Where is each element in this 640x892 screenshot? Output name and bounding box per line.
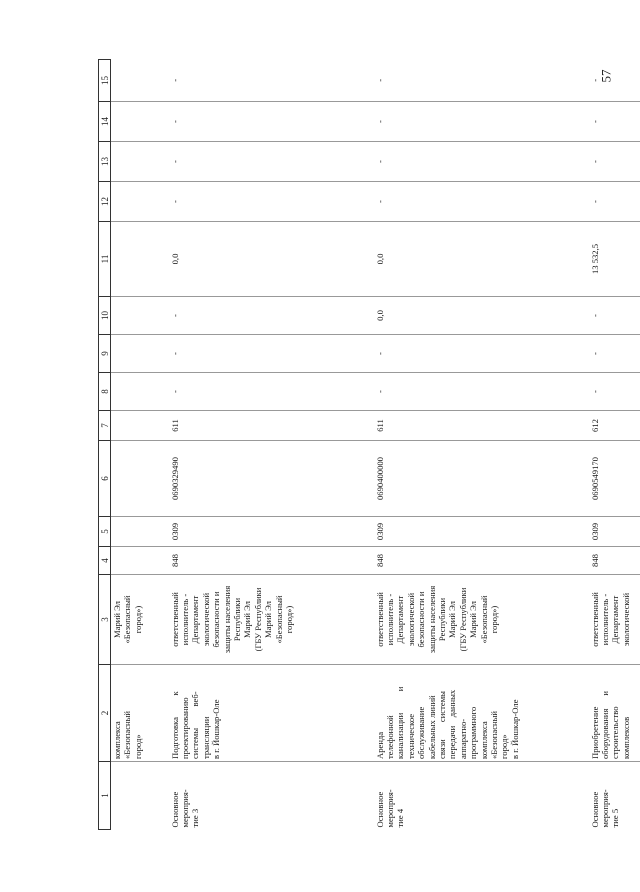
cell-value: 848 [169, 554, 180, 567]
cell-line: город») [132, 605, 143, 634]
value-cell [589, 297, 640, 335]
cell-line: комплекса [112, 721, 122, 759]
cell-line: обслуживание [416, 706, 427, 759]
value-cell [169, 102, 374, 142]
cell-value: - [589, 390, 600, 393]
executor-cell [374, 575, 589, 665]
cell-line: аппаратно- [457, 718, 468, 759]
cell-line: «Безопасный [122, 595, 133, 644]
executor-cell [111, 575, 169, 665]
cell-line: мероприя- [179, 789, 190, 828]
cell-value: 0,0 [374, 310, 385, 321]
value-cell [374, 335, 589, 373]
cell-value: 611 [169, 419, 180, 432]
column-number: 3 [99, 575, 111, 665]
measure-description-cell [111, 665, 169, 762]
value-cell [111, 142, 169, 182]
cell-line: «Безопасный [478, 595, 489, 644]
rotated-page [98, 60, 631, 830]
cell-line: Основное [169, 791, 180, 828]
cell-line: «Безопасный [488, 711, 499, 759]
column-number: 9 [99, 335, 111, 373]
cell-line: комплекса [478, 721, 489, 759]
value-cell [111, 182, 169, 222]
cell-line: Марий Эл [112, 601, 122, 638]
value-cell [589, 142, 640, 182]
cell-line: Приобретение [589, 706, 600, 759]
value-cell [111, 297, 169, 335]
column-number: 10 [99, 297, 111, 335]
value-cell [169, 373, 374, 411]
cell-line: программного [468, 706, 479, 759]
cell-value: 848 [589, 554, 600, 567]
cell-value: - [169, 78, 180, 82]
value-cell [111, 222, 169, 297]
measure-label-cell [374, 762, 589, 830]
cell-value: - [374, 390, 385, 393]
cell-line: связи системы [436, 691, 447, 759]
column-number: 2 [99, 665, 111, 762]
executor-cell [169, 575, 374, 665]
value-cell [111, 335, 169, 373]
cell-line: (ГБУ Республики [457, 587, 468, 652]
cell-line: (ГБУ Республики [252, 587, 263, 652]
cell-line: Департамент [610, 595, 621, 644]
value-cell [169, 335, 374, 373]
cell-value: - [374, 78, 385, 82]
value-cell [589, 102, 640, 142]
cell-value: - [374, 352, 385, 355]
cell-line: системы веб- [190, 691, 201, 759]
table-row [589, 60, 640, 830]
value-cell [111, 517, 169, 547]
value-cell [111, 60, 169, 102]
value-cell [589, 517, 640, 547]
value-cell [111, 441, 169, 517]
value-cell [374, 297, 589, 335]
cell-line: Марий Эл [447, 601, 458, 638]
cell-value: - [589, 78, 600, 82]
cell-line: «Безопасный [273, 595, 284, 644]
cell-line: Республики [436, 597, 447, 642]
cell-line: в г. Йошкар-Оле [509, 699, 520, 759]
cell-line: исполнитель - [599, 593, 610, 646]
cell-value: - [169, 120, 180, 123]
cell-line: Аренда [374, 731, 385, 759]
cell-line: город») [283, 605, 294, 634]
value-cell [111, 411, 169, 441]
value-cell [111, 547, 169, 575]
cell-line: Департамент [395, 595, 406, 644]
value-cell [169, 297, 374, 335]
value-cell [111, 102, 169, 142]
cell-line: техническое [405, 713, 416, 759]
table-row [374, 60, 589, 830]
cell-value: 0309 [589, 522, 600, 541]
cell-line: экологической [200, 592, 211, 647]
value-cell [589, 335, 640, 373]
cell-value: 0690549170 [589, 457, 600, 500]
cell-value: 0309 [169, 522, 180, 541]
cell-line: экологической [405, 592, 416, 647]
cell-line: комплексов [620, 716, 631, 759]
cell-line: трансляции [200, 716, 211, 759]
page-number: 57 [598, 69, 614, 83]
column-number: 6 [99, 441, 111, 517]
cell-line: безопасности и [211, 591, 222, 648]
cell-line: тие 3 [190, 808, 201, 828]
cell-value: - [169, 314, 180, 317]
cell-value: - [589, 120, 600, 123]
cell-value: - [169, 352, 180, 355]
cell-line: город» [499, 734, 510, 759]
measure-label-cell [169, 762, 374, 830]
column-number: 11 [99, 222, 111, 297]
cell-value: 0309 [374, 522, 385, 541]
cell-line: Марий Эл [242, 601, 253, 638]
cell-line: Марий Эл [263, 601, 274, 638]
cell-line: ответственный [374, 592, 385, 647]
cell-line: строительство [610, 706, 621, 759]
measure-label-cell [589, 762, 640, 830]
value-cell [589, 411, 640, 441]
cell-value: - [169, 160, 180, 163]
measure-description-cell [374, 665, 589, 762]
cell-line: защиты населения [221, 585, 232, 654]
value-cell [374, 373, 589, 411]
cell-line: Республики [231, 597, 242, 642]
value-cell [374, 222, 589, 297]
header-row [99, 60, 111, 830]
cell-value: - [169, 390, 180, 393]
column-number: 5 [99, 517, 111, 547]
cell-line: проектированию [179, 697, 190, 759]
cell-line: Основное [589, 791, 600, 828]
value-cell [374, 102, 589, 142]
value-cell [169, 411, 374, 441]
cell-line: город» [132, 734, 143, 759]
column-number: 7 [99, 411, 111, 441]
cell-line: исполнитель - [384, 593, 395, 646]
value-cell [169, 60, 374, 102]
cell-line: экологической [620, 592, 631, 647]
cell-value: - [589, 200, 600, 203]
cell-line: мероприя- [384, 789, 395, 828]
value-cell [374, 517, 589, 547]
cell-line: Марий Эл [468, 601, 479, 638]
column-number: 15 [99, 60, 111, 102]
cell-line: исполнитель - [179, 593, 190, 646]
cell-value: - [169, 200, 180, 203]
cell-line: Основное [374, 791, 385, 828]
cell-value: - [589, 160, 600, 163]
cell-line: тие 5 [610, 808, 621, 828]
cell-line: оборудования и [599, 691, 610, 759]
cell-line: кабельных линий [426, 695, 437, 759]
cell-value: 612 [589, 419, 600, 432]
value-cell [374, 547, 589, 575]
value-cell [374, 411, 589, 441]
cell-value: 13 532,5 [589, 243, 600, 275]
value-cell [589, 222, 640, 297]
cell-line: ответственный [589, 592, 600, 647]
value-cell [589, 441, 640, 517]
table-body [111, 60, 640, 830]
column-number: 8 [99, 373, 111, 411]
cell-value: - [374, 120, 385, 123]
cell-value: - [374, 200, 385, 203]
value-cell [374, 60, 589, 102]
cell-value: 0690400000 [374, 457, 385, 500]
cell-line: мероприя- [599, 789, 610, 828]
cell-line: тие 4 [395, 808, 406, 828]
value-cell [374, 142, 589, 182]
cell-value: - [374, 160, 385, 163]
value-cell [589, 60, 640, 102]
value-cell [169, 441, 374, 517]
cell-line: защиты населения [426, 585, 437, 654]
table-row [111, 60, 169, 830]
value-cell [589, 373, 640, 411]
cell-value: 611 [374, 419, 385, 432]
cell-line: Подготовка к [169, 691, 180, 759]
value-cell [589, 182, 640, 222]
value-cell [169, 517, 374, 547]
cell-line: в г. Йошкар-Оле [211, 699, 222, 759]
cell-value: - [589, 314, 600, 317]
column-number: 12 [99, 182, 111, 222]
value-cell [589, 547, 640, 575]
cell-line: телефонной [384, 715, 395, 759]
budget-table [98, 59, 640, 830]
value-cell [169, 142, 374, 182]
cell-value: 0,0 [374, 253, 385, 265]
table-row [169, 60, 374, 830]
executor-cell [589, 575, 640, 665]
cell-line: «Безопасный [122, 711, 133, 759]
cell-line: ответственный [169, 592, 180, 647]
cell-value: - [589, 352, 600, 355]
measure-label-cell [111, 762, 169, 830]
cell-line: канализации и [395, 686, 406, 759]
measure-description-cell [589, 665, 640, 762]
value-cell [169, 547, 374, 575]
cell-line: Департамент [190, 595, 201, 644]
value-cell [374, 182, 589, 222]
measure-description-cell [169, 665, 374, 762]
cell-value: 0690329490 [169, 457, 180, 500]
column-number: 14 [99, 102, 111, 142]
column-number: 13 [99, 142, 111, 182]
value-cell [169, 222, 374, 297]
cell-value: 848 [374, 554, 385, 567]
value-cell [169, 182, 374, 222]
cell-value: 0,0 [169, 253, 180, 265]
value-cell [111, 373, 169, 411]
cell-line: передачи данных [447, 689, 458, 759]
cell-line: безопасности и [416, 591, 427, 648]
cell-line: город») [488, 605, 499, 634]
value-cell [374, 441, 589, 517]
column-number: 4 [99, 547, 111, 575]
column-number: 1 [99, 762, 111, 830]
